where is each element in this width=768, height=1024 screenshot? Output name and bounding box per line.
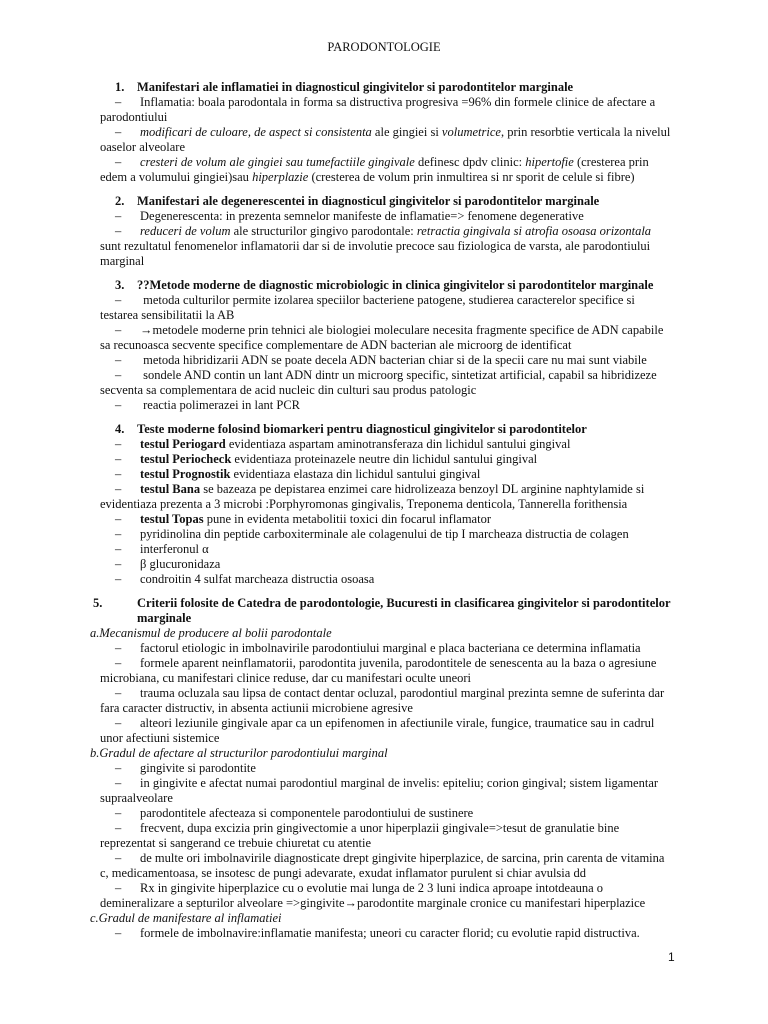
bullet-dash: –	[115, 95, 122, 109]
section-heading	[100, 194, 675, 209]
text-segment: cresteri de volum ale gingiei sau tumefactiile gingivale	[140, 155, 415, 169]
text-segment: Degenerescenta: in prezenta semnelor manifeste de inflamatie=> fenomene degenerative	[140, 209, 584, 223]
list-item	[100, 437, 675, 452]
text-segment: trauma ocluzala sau lipsa de contact dentar ocluzal, parodontiul marginal prezinta semne de suferinta dar fara caracter distructiv, in absenta actiunii microbiene agresive	[100, 686, 665, 715]
text-segment: sondele AND contin un lant ADN dintr un microorg specific, sintetizat artificial, capabil sa hibridizeze secventa sa complementara de acid nucleic din culturi sau produs patologic	[100, 368, 657, 397]
section	[100, 278, 675, 413]
text-segment: hipertofie	[525, 155, 574, 169]
text-segment: →metodele moderne prin tehnici ale biologiei moleculare necesita fragmente specifice de ADN capabile sa recunoasca secvente specifice complementare de ADN bacterian ale microorg de identificat	[100, 323, 664, 352]
list-item	[100, 125, 675, 155]
bullet-dash: –	[115, 761, 122, 775]
bullet-dash: –	[115, 155, 122, 169]
list-item	[100, 527, 675, 542]
section-number: 3.	[115, 278, 125, 292]
text-segment: volumetrice	[441, 125, 501, 139]
section-heading	[100, 422, 675, 437]
text-segment: reduceri de volum	[140, 224, 231, 238]
section	[100, 80, 675, 185]
section-heading	[93, 596, 675, 626]
list-item	[100, 482, 675, 512]
bullet-dash: –	[115, 482, 122, 496]
text-segment: testul Topas	[140, 512, 204, 526]
list-item	[100, 851, 675, 881]
section-number: 2.	[115, 194, 125, 208]
list-item	[100, 656, 675, 686]
bullet-dash: –	[115, 209, 122, 223]
list-item	[100, 926, 675, 941]
text-segment: evidentiaza proteinazele neutre din lichidul santului gingival	[231, 452, 538, 466]
list-item	[100, 452, 675, 467]
list-item	[100, 881, 675, 911]
text-segment: retractia gingivala si atrofia osoasa orizontala	[416, 224, 652, 238]
text-segment: metoda hibridizarii ADN se poate decela ADN bacterian chiar si de la specii care nu mai sunt viabile	[140, 353, 647, 367]
text-segment: hiperplazie	[252, 170, 309, 184]
section-number: 4.	[115, 422, 125, 436]
list-item	[100, 542, 675, 557]
subsection-title: b.Gradul de afectare al structurilor parodontiului marginal	[90, 746, 388, 760]
subsection-title: a.Mecanismul de producere al bolii parodontale	[90, 626, 332, 640]
text-segment: in gingivite e afectat numai parodontiul marginal de invelis: epiteliu; corion gingival; sistem ligamentar supraalveolare	[100, 776, 659, 805]
bullet-dash: –	[115, 686, 122, 700]
section	[100, 422, 675, 587]
text-segment: interferonul α	[140, 542, 209, 556]
text-segment: (cresterea prin edem a volumului gingiei)sau	[100, 155, 649, 184]
section-number: 5.	[93, 596, 103, 610]
text-segment: frecvent, dupa excizia prin gingivectomie a unor hiperplazii gingivale=>tesut de granulatie bine reprezentat si sangerand ce trebuie chiuretat cu atentie	[100, 821, 620, 850]
section	[100, 194, 675, 269]
page-number: 1	[668, 950, 675, 964]
list-item	[100, 155, 675, 185]
text-segment: metoda culturilor permite izolarea speciilor bacteriene patogene, studierea caracterelor specifice si testarea sensibilitatii la AB	[100, 293, 635, 322]
list-item	[100, 209, 675, 224]
bullet-dash: –	[115, 224, 122, 238]
list-item	[100, 368, 675, 398]
bullet-dash: –	[115, 926, 122, 940]
text-segment: reactia polimerazei in lant PCR	[140, 398, 301, 412]
text-segment: β glucuronidaza	[140, 557, 221, 571]
text-segment: evidentiaza elastaza din lichidul santului gingival	[230, 467, 481, 481]
bullet-dash: –	[115, 398, 122, 412]
list-item	[100, 806, 675, 821]
text-segment: ale gingiei si	[371, 125, 442, 139]
text-segment: testul Periogard	[140, 437, 226, 451]
text-segment: testul Periocheck	[140, 452, 232, 466]
text-segment: gingivite si parodontite	[140, 761, 256, 775]
bullet-dash: –	[115, 656, 122, 670]
bullet-dash: –	[115, 437, 122, 451]
bullet-dash: –	[115, 368, 122, 382]
list-item	[100, 776, 675, 806]
list-item	[100, 821, 675, 851]
document-body	[90, 80, 675, 950]
bullet-dash: –	[115, 542, 122, 556]
bullet-dash: –	[115, 527, 122, 541]
bullet-dash: –	[115, 323, 122, 337]
bullet-dash: –	[115, 881, 122, 895]
text-segment: Inflamatia: boala parodontala in forma sa distructiva progresiva =96% din formele clinice de afectare a parodontiului	[100, 95, 656, 124]
bullet-dash: –	[115, 557, 122, 571]
bullet-dash: –	[115, 806, 122, 820]
list-item	[100, 641, 675, 656]
section-heading-text: Teste moderne folosind biomarkeri pentru diagnosticul gingivitelor si parodontitelor	[137, 422, 587, 436]
list-item	[100, 323, 675, 353]
text-segment: pune in evidenta metabolitii toxici din focarul inflamator	[203, 512, 491, 526]
text-segment: formele aparent neinflamatorii, parodontita juvenila, parodontitele de senescenta au la baza o agresiune microbiana, cu manifestari clinice reduse, dar cu manifestari oculte uneori	[100, 656, 657, 685]
list-item	[100, 572, 675, 587]
section	[90, 596, 675, 941]
text-segment: (cresterea de volum prin inmultirea si nr sporit de celule si fibre)	[308, 170, 635, 184]
subsection-title: c.Gradul de manifestare al inflamatiei	[90, 911, 282, 925]
text-segment: alteori leziunile gingivale apar ca un epifenomen in afectiunile virale, fungice, traumatice sau in cadrul unor afectiuni sistemice	[100, 716, 655, 745]
bullet-dash: –	[115, 821, 122, 835]
bullet-dash: –	[115, 452, 122, 466]
section-number: 1.	[115, 80, 125, 94]
text-segment: testul Bana	[140, 482, 201, 496]
list-item	[100, 95, 675, 125]
text-segment: de multe ori imbolnavirile diagnosticate drept gingivite hiperplazice, de sarcina, prin carenta de vitamina c, medicamentoasa, se insotesc de pungi adevarate, exudat inflamator purulent si chiar avulsia dd	[100, 851, 665, 880]
section-heading	[100, 278, 675, 293]
text-segment: condroitin 4 sulfat marcheaza distructia osoasa	[140, 572, 375, 586]
list-item	[100, 512, 675, 527]
bullet-dash: –	[115, 641, 122, 655]
list-item	[100, 353, 675, 368]
bullet-dash: –	[115, 125, 122, 139]
section-heading-text: Manifestari ale inflamatiei in diagnosticul gingivitelor si parodontitelor marginale	[137, 80, 574, 94]
text-segment: ale structurilor gingivo parodontale:	[230, 224, 417, 238]
section-heading-text: Criterii folosite de Catedra de parodontologie, Bucuresti in clasificarea gingivitelor si parodontitelor marginale	[137, 596, 671, 625]
text-segment: se bazeaza pe depistarea enzimei care hidrolizeaza benzoyl DL arginine naphtylamide si evidentiaza prezenta a 3 microbi :Porphyromonas gingivalis, Treponema denticola, Tannerella forithensia	[100, 482, 645, 511]
list-item	[100, 398, 675, 413]
text-segment: factorul etiologic in imbolnavirile parodontiului marginal e placa bacteriana ce determina inflamatia	[140, 641, 641, 655]
bullet-dash: –	[115, 776, 122, 790]
bullet-dash: –	[115, 467, 122, 481]
text-segment: sunt rezultatul fenomenelor inflamatorii dar si de involutie precoce sau fiziologica de varsta, ale parodontiului marginal	[100, 239, 651, 268]
text-segment: , prin resorbtie verticala la nivelul oaselor alveolare	[100, 125, 671, 154]
section-heading-text: Manifestari ale degenerescentei in diagnosticul gingivitelor si parodontitelor marginale	[137, 194, 600, 208]
list-item	[100, 761, 675, 776]
list-item	[100, 467, 675, 482]
text-segment: formele de imbolnavire:inflamatie manifesta; uneori cu caracter florid; cu evolutie rapid distructiva.	[140, 926, 640, 940]
text-segment: modificari de culoare, de aspect si consistenta	[140, 125, 372, 139]
bullet-dash: –	[115, 353, 122, 367]
bullet-dash: –	[115, 572, 122, 586]
text-segment: evidentiaza aspartam aminotransferaza din lichidul santului gingival	[225, 437, 571, 451]
list-item	[100, 293, 675, 323]
bullet-dash: –	[115, 851, 122, 865]
bullet-dash: –	[115, 293, 122, 307]
section-heading	[100, 80, 675, 95]
bullet-dash: –	[115, 716, 122, 730]
page-title: PARODONTOLOGIE	[327, 40, 441, 54]
text-segment: definesc dpdv clinic:	[414, 155, 526, 169]
text-segment: Rx in gingivite hiperplazice cu o evolutie mai lunga de 2 3 luni indica aproape intotdeauna o demineralizare a septurilor alveolare =>gingivite→parodontite marginale cronice cu manifestari hiperplazice	[100, 881, 646, 910]
list-item	[100, 686, 675, 716]
bullet-dash: –	[115, 512, 122, 526]
text-segment: parodontitele afecteaza si componentele parodontiului de sustinere	[140, 806, 474, 820]
text-segment: testul Prognostik	[140, 467, 231, 481]
list-item	[100, 224, 675, 269]
text-segment: pyridinolina din peptide carboxiterminale ale colagenului de tip I marcheaza distructia de colagen	[140, 527, 629, 541]
list-item	[100, 557, 675, 572]
list-item	[100, 716, 675, 746]
section-heading-text: ??Metode moderne de diagnostic microbiologic in clinica gingivitelor si parodontitelor marginale	[137, 278, 654, 292]
